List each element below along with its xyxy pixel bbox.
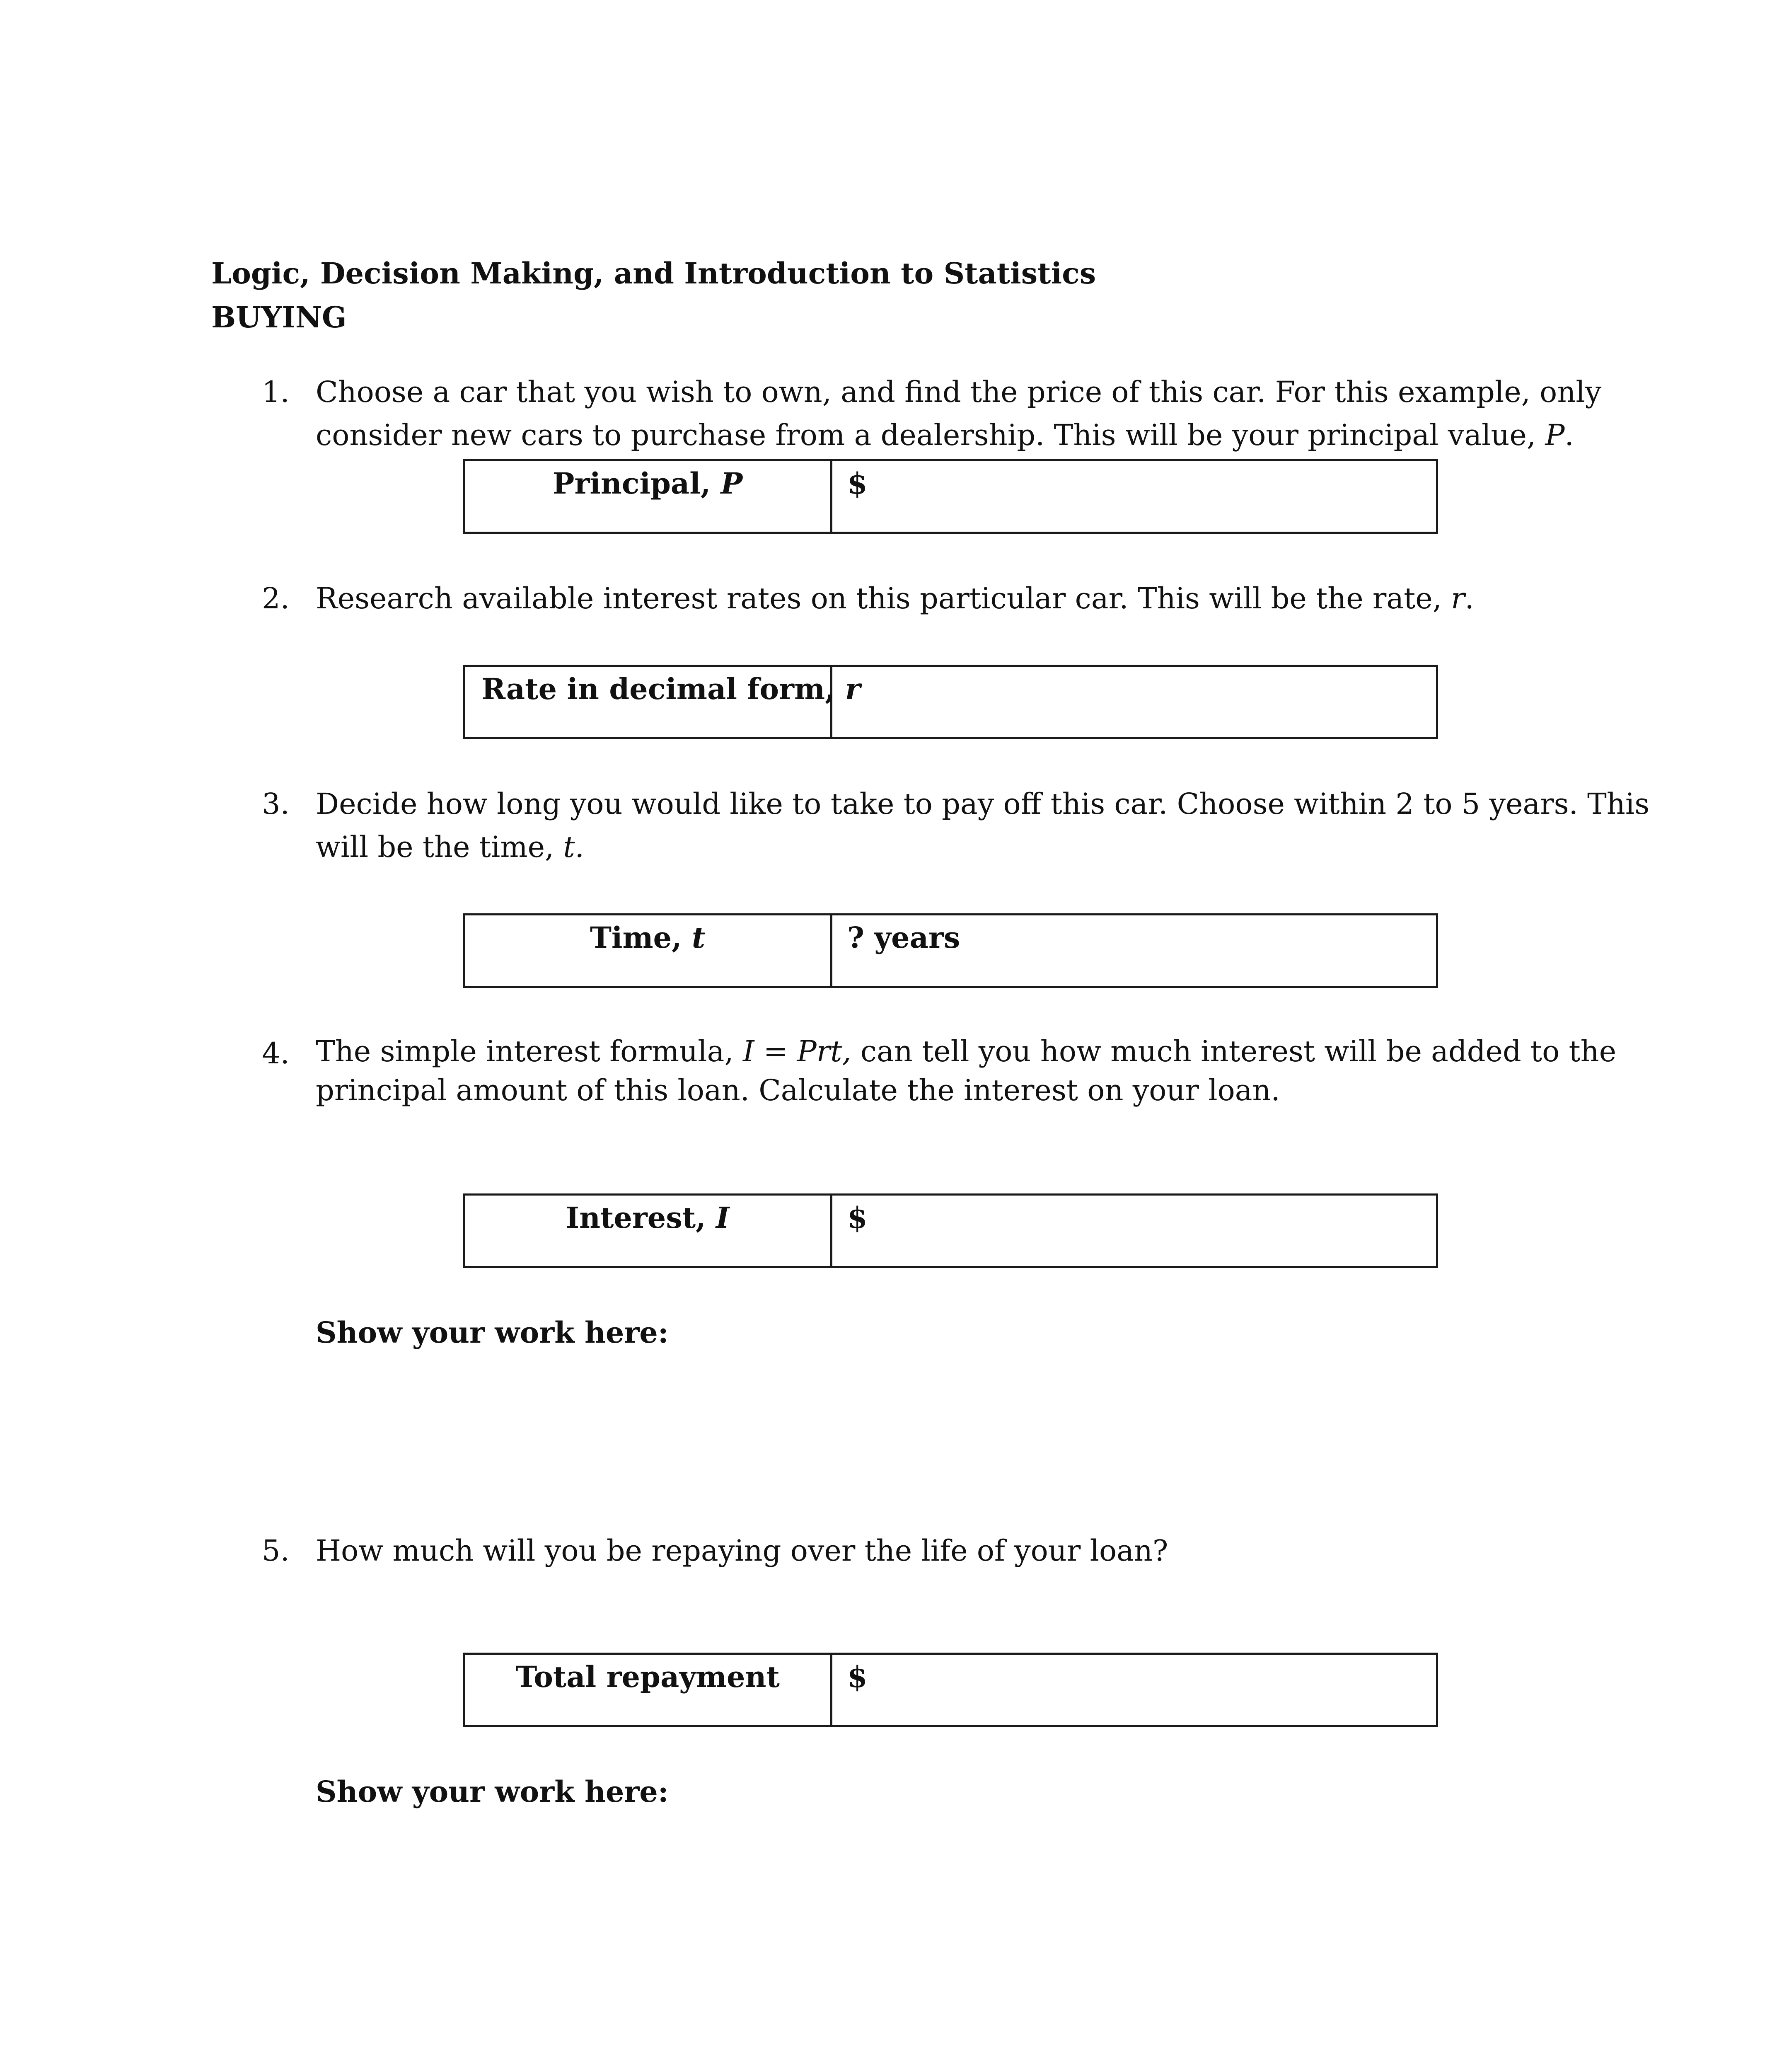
question-4-number: 4.	[262, 1036, 290, 1070]
question-1-line-1: Choose a car that you wish to own, and find the price of this car. For this example, only	[316, 375, 1602, 409]
question-1-number: 1.	[262, 375, 290, 409]
principal-label-text: Principal,	[552, 466, 711, 501]
question-1-line-2-text: consider new cars to purchase from a dealership. This will be your principal value,	[316, 418, 1536, 452]
question-2-line-1-text: Research available interest rates on this particular car. This will be the rate,	[316, 581, 1442, 615]
question-5-line-1: How much will you be repaying over the life of your loan?	[316, 1534, 1168, 1568]
principal-label-var: P	[720, 466, 743, 501]
show-work-label-2: Show your work here:	[316, 1774, 669, 1809]
time-label-var: t	[691, 920, 706, 955]
question-3-line-1: Decide how long you would like to take to pay off this car. Choose within 2 to 5 years. This	[316, 787, 1650, 821]
interest-label-text: Interest,	[566, 1201, 706, 1235]
question-3-text	[316, 782, 1650, 869]
question-3-number: 3.	[262, 787, 290, 821]
question-4-line-1-end: can tell you how much interest will be added to the	[860, 1034, 1617, 1068]
page-title: Logic, Decision Making, and Introduction to Statistics	[211, 256, 1096, 290]
principal-label	[465, 461, 832, 532]
rate-label-text: Rate in decimal form,	[481, 672, 835, 706]
time-label	[465, 915, 832, 986]
interest-value-field[interactable]: $	[847, 1201, 868, 1235]
question-2-number: 2.	[262, 581, 290, 615]
interest-label-var: I	[716, 1201, 730, 1235]
question-4-line-1	[316, 1032, 1617, 1071]
question-4-line-2: principal amount of this loan. Calculate the interest on your loan.	[316, 1073, 1280, 1107]
question-5-number: 5.	[262, 1534, 290, 1568]
question-2-line-1	[316, 577, 1579, 620]
question-5-text	[316, 1529, 1579, 1572]
rate-label-var: r	[845, 672, 861, 706]
rate-variable: r	[1451, 581, 1465, 615]
total-repayment-box	[463, 1653, 1438, 1727]
time-box	[463, 913, 1438, 988]
interest-box	[463, 1193, 1438, 1268]
principal-value-field[interactable]: $	[847, 466, 868, 501]
rate-box	[463, 665, 1438, 739]
question-2-period: .	[1465, 581, 1474, 615]
show-work-label-1: Show your work here:	[316, 1315, 669, 1350]
total-repayment-value-field[interactable]: $	[847, 1660, 868, 1694]
question-1-line-2	[316, 414, 1579, 457]
interest-formula: I = Prt,	[742, 1034, 851, 1068]
time-value-field[interactable]: ? years	[847, 920, 960, 955]
principal-variable: P	[1545, 418, 1565, 452]
question-4-line-1-text: The simple interest formula,	[316, 1034, 734, 1068]
time-label-text: Time,	[590, 920, 682, 955]
question-3-line-2	[316, 825, 1579, 869]
interest-label	[465, 1196, 832, 1266]
time-variable: t.	[563, 830, 584, 864]
principal-box	[463, 459, 1438, 534]
page-subtitle: BUYING	[211, 300, 347, 334]
rate-value-field[interactable]	[832, 667, 1436, 737]
question-2-text	[316, 577, 1579, 620]
total-repayment-label: Total repayment	[465, 1655, 832, 1725]
question-3-line-2-text: will be the time,	[316, 830, 554, 864]
question-1-period: .	[1564, 418, 1574, 452]
question-4-text	[316, 1032, 1617, 1110]
question-1-text	[316, 370, 1602, 457]
rate-label	[465, 667, 861, 737]
